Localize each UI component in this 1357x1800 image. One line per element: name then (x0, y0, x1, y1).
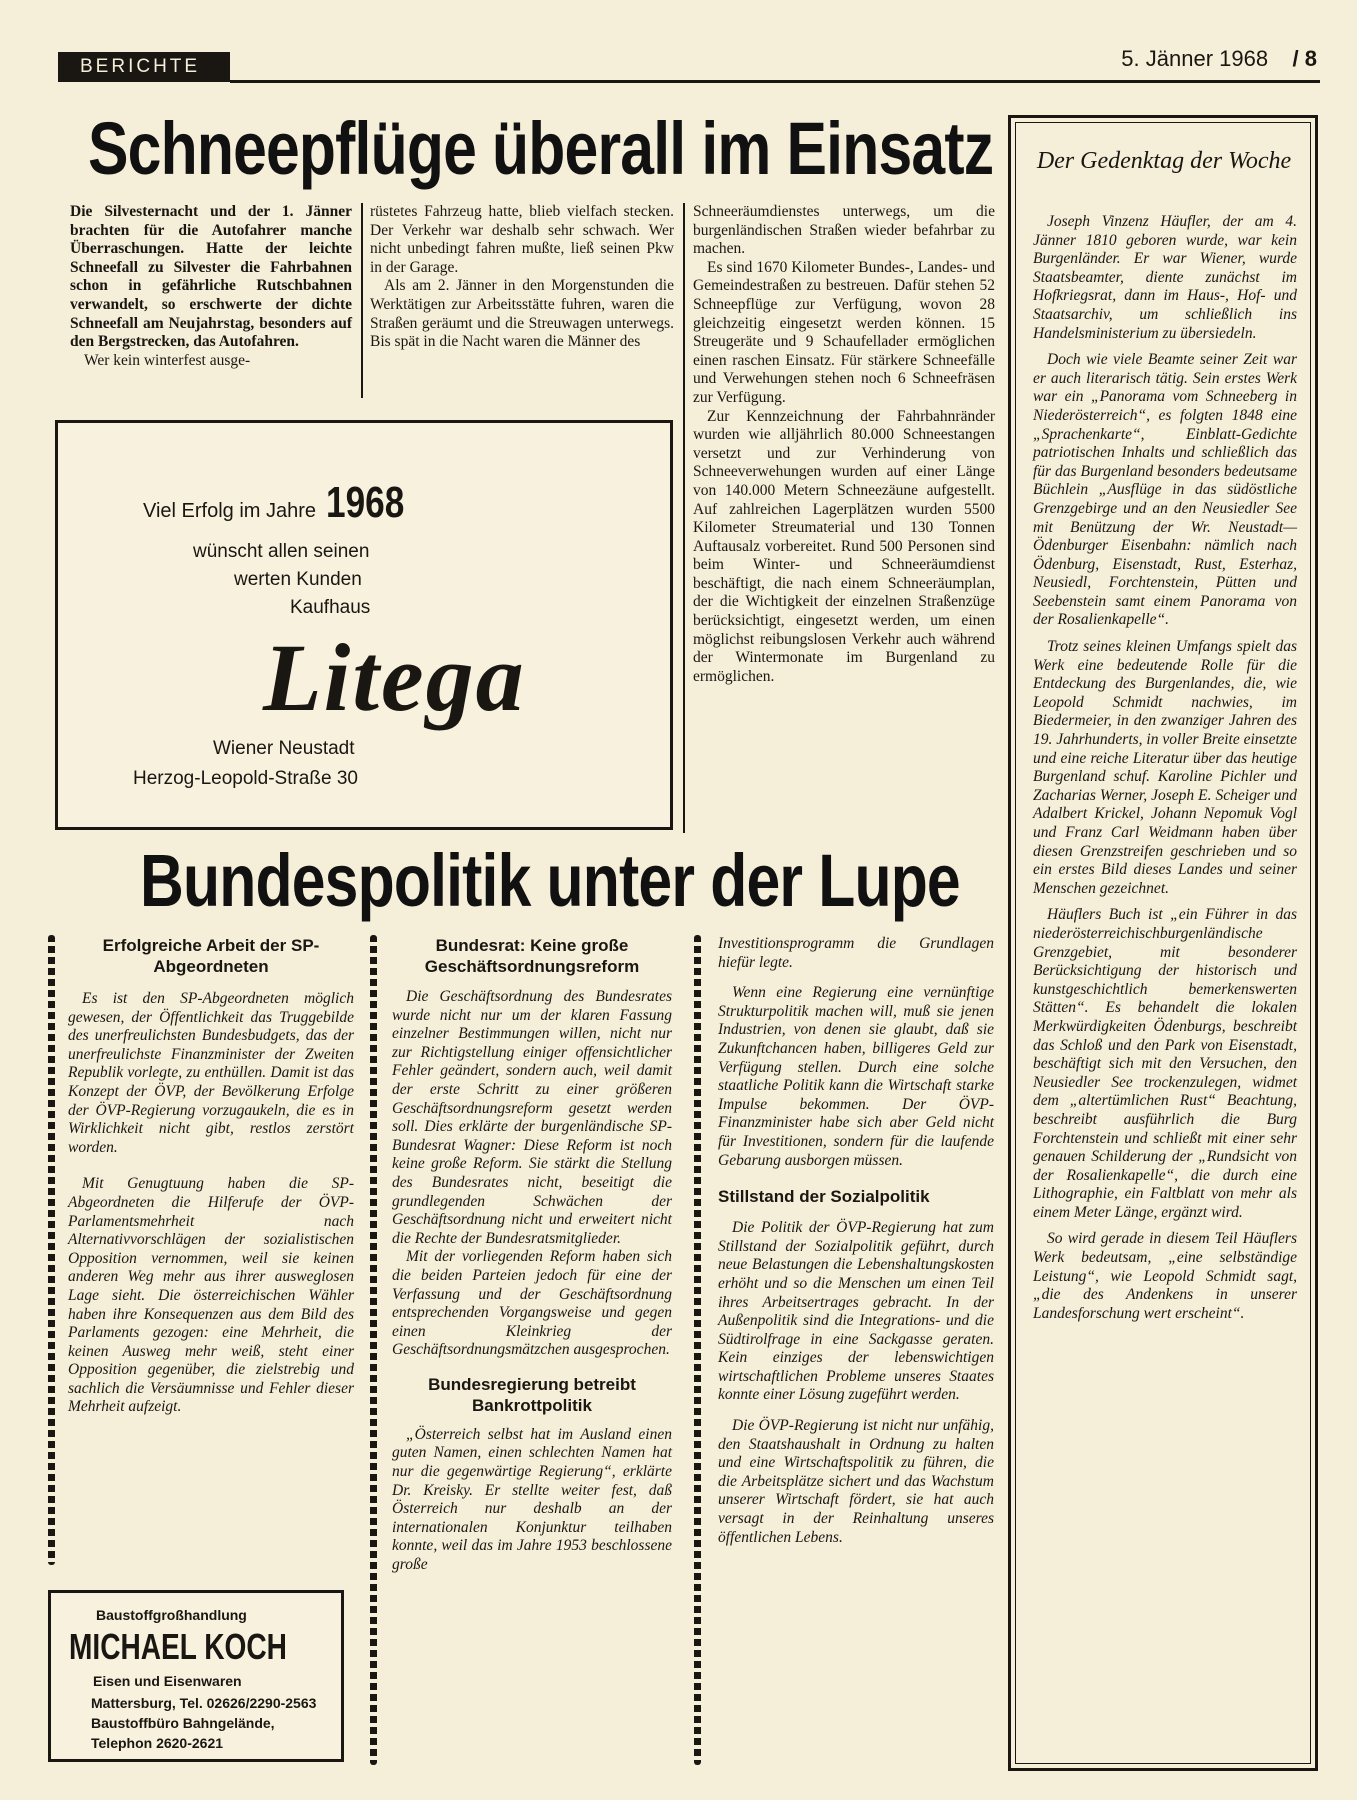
koch-line-4: Baustoffbüro Bahngelände, (91, 1715, 275, 1731)
koch-line-5: Telephon 2620-2621 (91, 1735, 224, 1751)
ad-line-2: wünscht allen seinen (193, 541, 370, 562)
ad-line-4: Kaufhaus (290, 597, 371, 618)
issue-date (1121, 46, 1317, 72)
ad-line-3: werten Kunden (234, 569, 362, 590)
litega-advertisement (55, 420, 673, 830)
koch-line-2: Eisen und Eisenwaren (93, 1673, 242, 1689)
sidebar-p4: Häuflers Buch ist „ein Führer in das niederösterreichischburgenländische Grenzgebiet, mit besonderer Berücksichtigung der historisch und kunstgeschichtlich bemerkenswerten Stätten“. Es behandelt die lokalen Merkwürdigkeiten Ödenburgs, beschreibt das Schloß und den Park von Eisenstadt, beschäftigt sich mit den Versuchen, den Neusiedler See trockenzulegen, widmet dem „altertümlichen Rust“ Beachtung, beschreibt ausführlich die Burg Forchtenstein und schließt mit einer sehr genauen Schilderung der „Rundsicht von der Rosalienkapelle“, die durch eine Lithographie, ein Faltblatt von mehr als einem Meter Länge, ergänzt wird. (1033, 906, 1297, 1221)
headline-bundespolitik: Bundespolitik unter der Lupe (140, 839, 960, 922)
article1-col3-b: Es sind 1670 Kilometer Bundes-, Landes- und Gemeindestraßen zu bestreuen. Dafür stehen 52 Schneepflüge zur Verfügung, wovon 28 gleichzeitig eingesetzt werden können. 15 Streugeräte und 9 Schaufellader ermöglichen einen raschen Einsatz. Für stärkere Schneefälle und Verwehungen stehen noch 6 Schneefräsen zur Verfügung. (693, 258, 995, 406)
article1-col2-b: Als am 2. Jänner in den Morgenstunden die Werktätigen zur Arbeitsstätte fuhren, waren die Straßen geräumt und die Streuwagen unterwegs. Bis spät in die Nacht waren die Männer des (370, 277, 674, 351)
article2-col1 (68, 990, 354, 1417)
article2-col1-p1: Es ist den SP-Abgeordneten möglich gewesen, der Öffentlichkeit das Truggebilde des unerfreulichsten Bundesbudgets, das der unerfreulichste Finanzminister der Zweiten Republik vorlegte, zu enthüllen. Damit ist das Konzept der ÖVP, der Bevölkerung Erfolge der ÖVP-Regierung vorzugaukeln, die es in Wirklichkeit nicht gibt, restlos zerstört worden. (68, 990, 354, 1156)
sidebar-text (1033, 213, 1297, 1323)
article2-col3-p3: Die ÖVP-Regierung ist nicht nur unfähig, den Staatshaushalt in Ordnung zu halten und eine Wirtschaftspolitik zu führen, die die Arbeitsplätze sichert und das Wachstum unserer Wirtschaft fördert, sie hat auch versagt in der Reinhaltung unseres öffentlichen Lebens. (718, 1417, 994, 1546)
ad-street: Herzog-Leopold-Straße 30 (133, 768, 358, 789)
article2-col3-p0: Investitionsprogramm die Grundlagen hiefür legte. (718, 935, 994, 971)
litega-logo: Litega (263, 624, 526, 731)
header-rule (230, 80, 1320, 83)
koch-line-3: Mattersburg, Tel. 02626/2290-2563 (91, 1695, 317, 1711)
ad-year: 1968 (325, 478, 404, 527)
article2-col3-p2: Die Politik der ÖVP-Regierung hat zum Stillstand der Sozialpolitik geführt, durch neue Belastungen die Lebenshaltungskosten erhöht und so die Menschen um einen Teil ihres Arbeitsertrages gebracht. In der Außenpolitik sind die Integrations- und die Südtirolfrage in eine Sackgasse geraten. Kein einziges der lebenswichtigen wirtschaftlichen Probleme unseres Staates konnte einer Lösung zugeführt werden. (718, 1219, 994, 1404)
sidebar-gedenktag (1008, 115, 1318, 1771)
subhead-bankrottpolitik: Bundesregierung betreibt Bankrottpolitik (428, 1374, 636, 1415)
article1-col1 (70, 203, 352, 370)
subhead-stillstand: Stillstand der Sozialpolitik (718, 1187, 930, 1207)
dotted-divider (370, 935, 377, 1765)
article1-lead: Die Silvesternacht und der 1. Jänner brachten für die Autofahrer manche Überraschungen. Hatte der leichte Schneefall zu Silvester die Fahrbahnen schon in gefährliche Rutschbahnen verwandelt, so erschwerte der dichte Schneefall am Neujahrstag, besonders auf den Bergstrecken, das Autofahren. (70, 203, 352, 351)
article1-col2 (370, 203, 674, 352)
article2-col1-p2: Mit Genugtuung haben die SP-Abgeordneten die Hilferufe der ÖVP-Parlamentsmehrheit nach Alternativvorschlägen der sozialistischen Opposition vernommen, weil sie keinen anderen Weg mehr aus ihrer ausweglosen Lage sieht. Die österreichischen Wähler haben ihre Konsequenzen aus dem Bild des Parlaments gezogen: eine Mehrheit, die keinen Ausweg mehr weiß, steht einer Opposition gegenüber, die zielstrebig und sachlich die Versäumnisse und Fehler dieser Mehrheit aufzeigt. (68, 1175, 354, 1416)
article2-col2 (392, 988, 672, 1575)
section-label: BERICHTE (58, 52, 230, 82)
sidebar-p1: Joseph Vinzenz Häufler, der am 4. Jänner 1810 geboren wurde, war kein Burgenländer. Er war Wiener, wurde Staatsbeamter, diente zunächst im Hofkriegsrat, dann im Haus-, Hof- und Staatsarchiv, um schließlich ins Handelsministerium zu übersiedeln. (1033, 213, 1297, 342)
article2-col2-p1: Die Geschäftsordnung des Bundesrates wurde nicht nur um der klaren Fassung einzelner Bestimmungen willen, nicht nur zur Richtigstellung einiger offensichtlicher Fehler geändert, sondern auch, weil damit der erste Schritt zu einer größeren Geschäftsordnungsreform gesetzt werden soll. Dies erklärte der burgenländische SP-Bundesrat Wagner: Diese Reform ist noch keine große Reform. Sie stärkt die Stellung des Bundesrates nicht, beseitigt die grundlegenden Schwächen der Geschäftsordnung nicht und erweitert nicht die Rechte der Bundesratsmitglieder. (392, 988, 672, 1247)
subhead-erfolgreiche-arbeit: Erfolgreiche Arbeit der SP-Abgeordneten (102, 936, 320, 976)
sidebar-p2: Doch wie viele Beamte seiner Zeit war er auch literarisch tätig. Sein erstes Werk war ein „Panorama vom Schneeberg in Niederösterreich“, es folgten 1848 eine „Sprachenkarte“, Einblatt-Gedichte patriotischen Inhalts und schließlich das für das Burgenland besonders bedeutsame Büchlein „Ausflüge in das südöstliche Grenzgebirge und an den Neusiedler See mit Benützung der Wr. Neustadt—Ödenburger Eisenbahn: nämlich nach Ödenburg, Eisenstadt, Rust, Esterhaz, Neusiedl, Forchtenstein, Pütten und Seebenstein samt einem Panorama von der Rosalienkapelle“. (1033, 351, 1297, 629)
ad-city: Wiener Neustadt (213, 738, 355, 759)
date-text: 5. Jänner 1968 (1121, 46, 1269, 71)
ad-line-1 (143, 478, 424, 528)
article1-col2-a: rüstetes Fahrzeug hatte, blieb vielfach stecken. Der Verkehr war deshalb sehr schwach. Wer nicht unbedingt fahren mußte, ließ seinen Pkw in der Garage. (370, 203, 674, 276)
column-divider (683, 203, 685, 833)
sidebar-p5: So wird gerade in diesem Teil Häuflers Werk bedeutsam, „eine selbständige Leistung“, wie Leopold Schmidt sagt, „die des Andenkens in unserer Landesforschung wert erscheint“. (1033, 1230, 1297, 1322)
article2-col3 (718, 935, 994, 1547)
article2-col2-p3: „Österreich selbst hat im Ausland einen guten Namen, einen schlechten Namen hat nur die gegenwärtige Regierung“, erklärte Dr. Kreisky. Er stellte weiter fest, daß Österreich nur deshalb an der internationalen Konjunktur teilhaben konnte, weil das im Jahre 1953 beschlossene große (392, 1425, 672, 1574)
article2-col3-p1: Wenn eine Regierung eine vernünftige Strukturpolitik machen will, muß sie jenen Industrien, von denen sie glaubt, daß sie Zukunftchancen haben, billigeres Geld zur Verfügung stellen. Durch eine solche staatliche Politik kann die Wirtschaft starke Impulse bekommen. Der ÖVP-Finanzminister habe sich aber Geld nicht für Investitionen, sondern für die laufende Gebarung ausborgen müssen. (718, 984, 994, 1169)
koch-line-1: Baustoffgroßhandlung (96, 1607, 247, 1623)
article2-col2-p2: Mit der vorliegenden Reform haben sich die beiden Parteien jedoch für eine der Verfassung und der Geschäftsordnung entsprechenden Vorgangsweise und gegen einen Kleinkrieg der Geschäftsordnungsmätzchen ausgesprochen. (392, 1248, 672, 1359)
article1-col3-c: Zur Kennzeichnung der Fahrbahnränder wurden wie alljährlich 80.000 Schneestangen versetzt und zur Verhinderung von Schneeverwehungen wurden auf einer Länge von 140.000 Metern Schneezäune aufgestellt. Auf zahlreichen Lagerplätzen wurden 5500 Kilometer Streumaterial und 130 Tonnen Auftausalz vorbereitet. Rund 500 Personen sind beim Winter- und Schneeräumdienst beschäftigt, die nach einem Schneeräumplan, der die Wichtigkeit der einzelnen Straßenzüge berücksichtigt, eingesetzt werden, um einen möglichst reibungslosen Verkehr auch während der Wintermonate im Burgenland zu ermöglichen. (693, 407, 995, 685)
subhead-bundesrat: Bundesrat: Keine große Geschäftsordnungsreform (424, 936, 640, 976)
koch-advertisement (48, 1590, 344, 1762)
ad-greeting: Viel Erfolg im Jahre (143, 500, 317, 522)
article1-col3 (693, 203, 995, 686)
dotted-divider (694, 935, 701, 1765)
column-divider (361, 203, 363, 398)
dotted-divider (48, 935, 55, 1565)
sidebar-p3: Trotz seines kleinen Umfangs spielt das Werk eine bedeutende Rolle für die Entdeckung des Burgenlandes, die, wie Leopold Schmidt nachwies, im Biedermeier, in den zwanziger Jahren des 19. Jahrhunderts, in voller Breite einsetzte und eine reiche Literatur über das heutige Burgenland schuf. Karoline Pichler und Zacharias Werner, Joseph E. Scheiger und Adalbert Krickel, Johann Nepomuk Vogl und Franz Carl Weidmann haben über diesen Grenzstreifen geschrieben und so ein erstes Bild dieses Landes und seiner Menschen gezeichnet. (1033, 638, 1297, 897)
page-number: / 8 (1292, 46, 1317, 71)
sidebar-title: Der Gedenktag der Woche (1036, 148, 1292, 174)
koch-name: MICHAEL KOCH (69, 1626, 287, 1667)
article1-col1-cont: Wer kein winterfest ausge- (84, 351, 251, 369)
article1-col3-a: Schneeräumdienstes unterwegs, um die burgenländischen Straßen wieder befahrbar zu machen. (693, 203, 995, 258)
headline-schneepfluege: Schneepflüge überall im Einsatz (88, 107, 994, 190)
